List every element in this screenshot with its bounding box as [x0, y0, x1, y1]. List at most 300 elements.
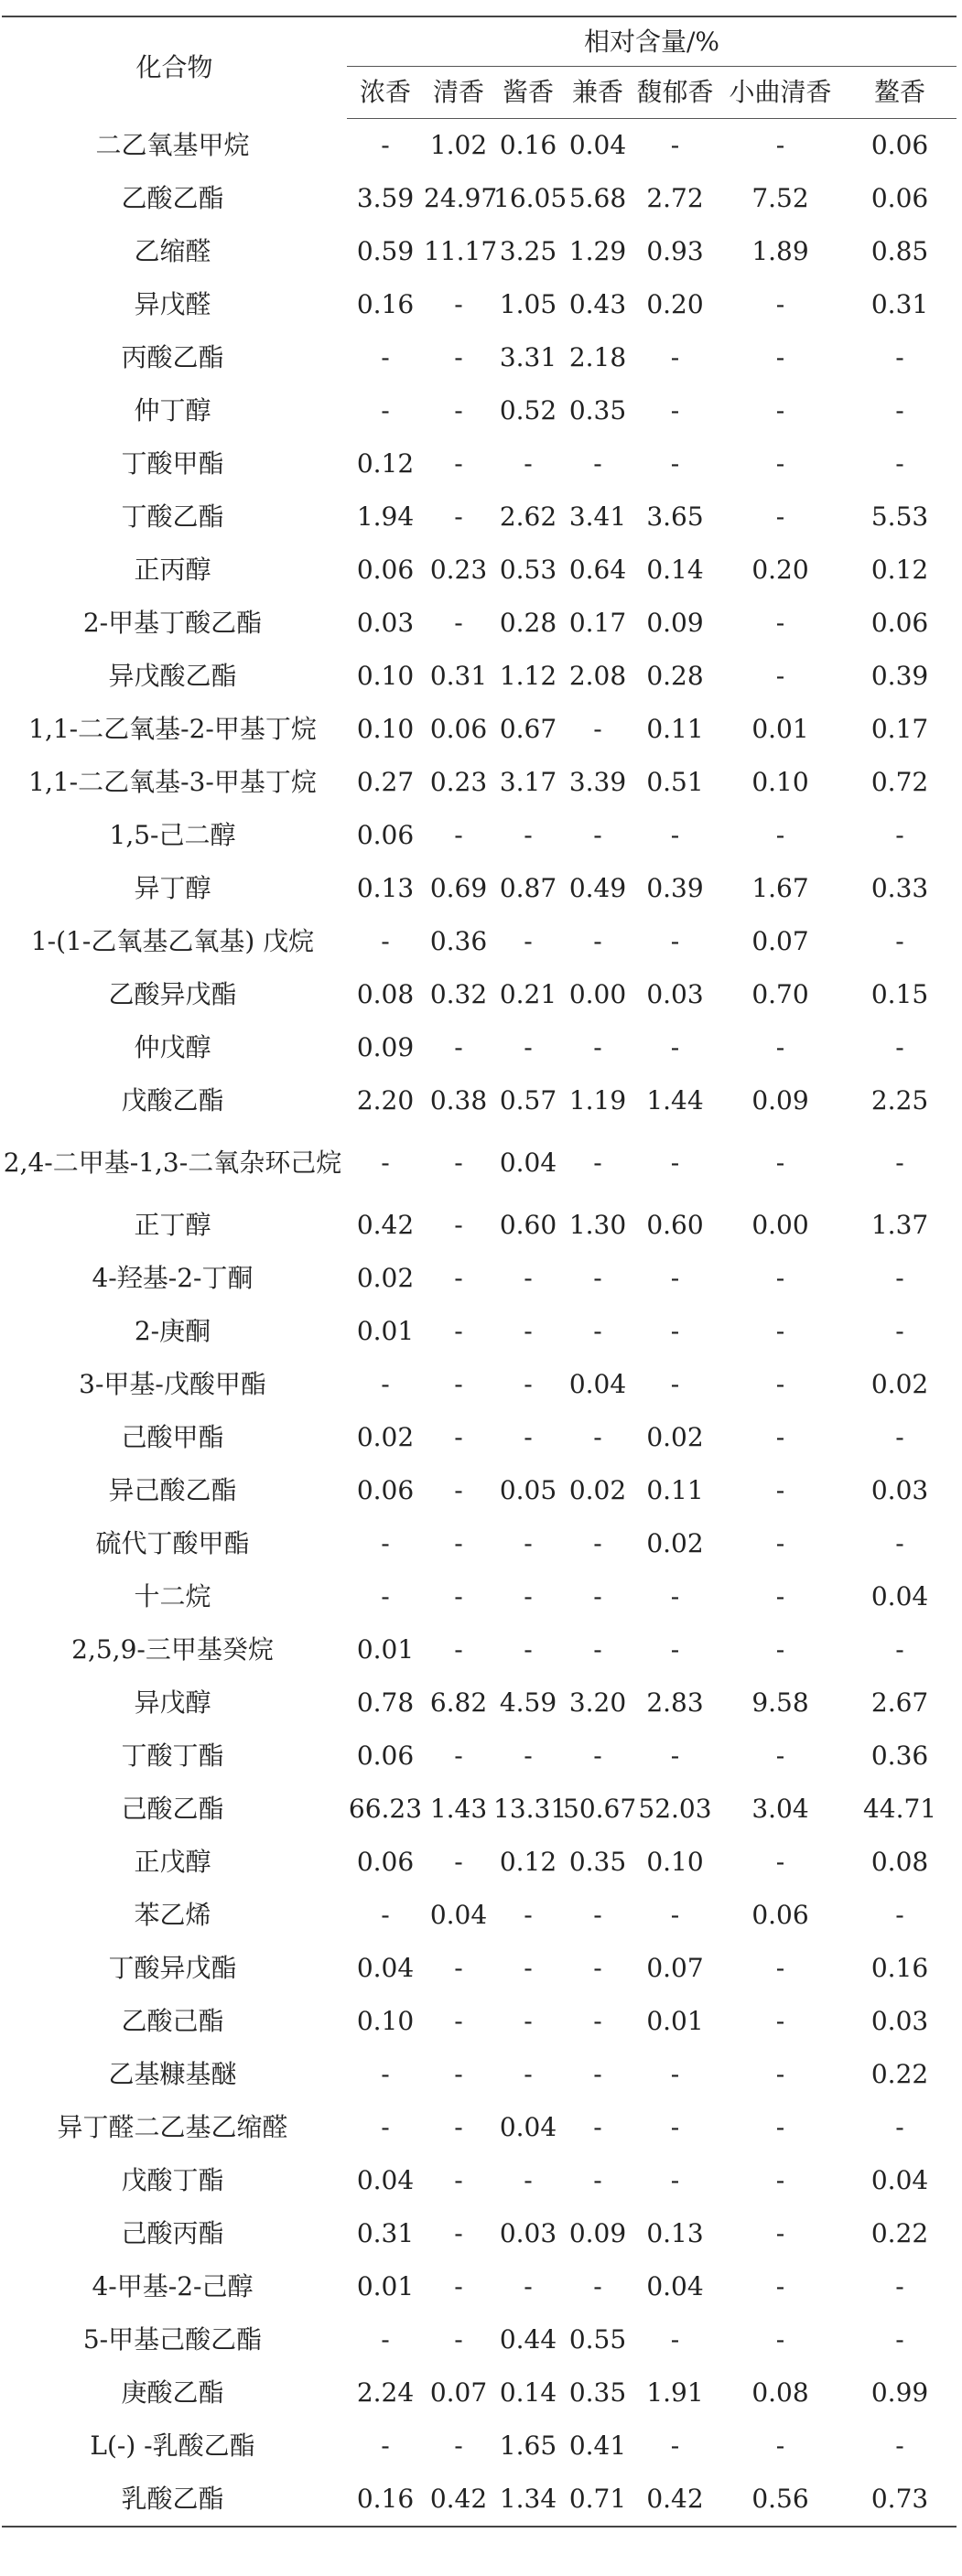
value-cell: - [670, 2165, 680, 2195]
value-cell: - [454, 820, 463, 850]
compound-name-cell: 2-庚酮 [134, 1316, 211, 1346]
table-row [2, 384, 957, 437]
compound-name-cell: 异戊酸乙酯 [108, 661, 237, 691]
table-row [2, 1676, 957, 1730]
table-row [2, 1358, 957, 1411]
value-cell: 0.67 [499, 714, 557, 744]
value-cell: 0.03 [870, 2006, 929, 2036]
compound-name-cell: 异戊醛 [134, 289, 211, 319]
value-cell: 1.02 [429, 130, 488, 160]
value-cell: - [524, 2006, 533, 2036]
value-cell: - [775, 1741, 785, 1771]
table-row [2, 1252, 957, 1305]
value-cell: - [593, 1528, 602, 1558]
value-cell: 0.51 [646, 767, 704, 797]
compound-name-cell: 2-甲基丁酸乙酯 [82, 608, 263, 638]
value-cell: 0.49 [568, 873, 627, 903]
value-cell: - [454, 1741, 463, 1771]
value-cell: 5.68 [568, 183, 627, 213]
value-cell: 1.34 [493, 2473, 563, 2527]
value-cell: - [454, 2430, 463, 2461]
compound-name-cell: 2,5,9-三甲基癸烷 [71, 1634, 274, 1665]
value-cell: 0.06 [356, 820, 415, 850]
value-cell: - [381, 342, 390, 372]
value-cell: 5.53 [870, 501, 929, 532]
value-cell: - [454, 1634, 463, 1665]
table-header [2, 16, 957, 119]
column-header: 鳌香 [843, 67, 957, 119]
value-cell: - [593, 1581, 602, 1611]
value-cell: - [524, 1422, 533, 1452]
value-cell: - [454, 2324, 463, 2355]
compound-content-table [2, 16, 957, 2527]
value-cell: - [593, 1263, 602, 1293]
value-cell: 50.67 [563, 1794, 637, 1824]
value-cell: 0.43 [568, 289, 627, 319]
table-row [2, 1021, 957, 1074]
compound-name-cell: 5-甲基己酸乙酯 [82, 2324, 263, 2355]
value-cell: - [524, 2059, 533, 2089]
compound-name-cell: 正丁醇 [134, 1210, 211, 1240]
value-cell: - [895, 448, 904, 479]
value-cell: 0.39 [870, 661, 929, 691]
value-cell: - [670, 1900, 680, 1930]
value-cell: 0.32 [429, 979, 488, 1009]
value-cell: 1.44 [646, 1085, 704, 1116]
value-cell: 0.04 [568, 130, 627, 160]
value-cell: - [775, 820, 785, 850]
value-cell: - [381, 2112, 390, 2142]
value-cell: 0.13 [356, 873, 415, 903]
value-cell: 0.78 [356, 1687, 415, 1718]
compound-name-cell: 乙缩醛 [134, 236, 211, 266]
compound-name-cell: 丁酸甲酯 [121, 448, 224, 479]
value-cell: - [593, 926, 602, 956]
value-cell: 0.12 [870, 555, 929, 585]
value-cell: - [593, 1953, 602, 1983]
table-row [2, 597, 957, 650]
value-cell: - [524, 1900, 533, 1930]
value-cell: - [524, 926, 533, 956]
value-cell: 0.60 [646, 1210, 704, 1240]
value-cell: 0.07 [751, 926, 809, 956]
value-cell: - [454, 1369, 463, 1399]
value-cell: - [524, 2165, 533, 2195]
value-cell: - [775, 1581, 785, 1611]
table-row [2, 490, 957, 544]
table-row [2, 278, 957, 331]
value-cell: 0.53 [499, 555, 557, 585]
value-cell: - [775, 1475, 785, 1505]
value-cell: 0.06 [356, 555, 415, 585]
table-row [2, 1889, 957, 1942]
value-cell: 0.72 [870, 767, 929, 797]
value-cell: - [670, 2324, 680, 2355]
compound-name-cell: 己酸丙酯 [121, 2218, 224, 2248]
value-cell: - [524, 448, 533, 479]
value-cell: 0.06 [870, 183, 929, 213]
value-cell: - [524, 1581, 533, 1611]
value-cell: 0.08 [356, 979, 415, 1009]
value-cell: - [454, 1422, 463, 1452]
value-cell: - [524, 1263, 533, 1293]
value-cell: - [775, 2324, 785, 2355]
table-row [2, 2420, 957, 2473]
value-cell: - [454, 395, 463, 426]
value-cell: - [775, 289, 785, 319]
column-header: 馥郁香 [632, 67, 718, 119]
value-cell: - [895, 1634, 904, 1665]
compound-name-cell: 十二烷 [134, 1581, 211, 1611]
value-cell: 0.10 [356, 2006, 415, 2036]
value-cell: 0.35 [568, 395, 627, 426]
value-cell: - [454, 1528, 463, 1558]
value-cell: - [454, 289, 463, 319]
value-cell: - [895, 2271, 904, 2301]
compound-name-cell: 乳酸乙酯 [2, 2473, 347, 2527]
value-cell: - [593, 1900, 602, 1930]
value-cell: 3.59 [356, 183, 415, 213]
value-cell: - [381, 1581, 390, 1611]
value-cell: 0.06 [429, 714, 488, 744]
value-cell: - [670, 2430, 680, 2461]
column-header: 酱香 [493, 67, 563, 119]
header-row-top [2, 16, 957, 67]
value-cell: 2.20 [356, 1085, 415, 1116]
table-row [2, 915, 957, 968]
value-cell: 1.12 [499, 661, 557, 691]
table-row [2, 968, 957, 1021]
value-cell: - [895, 395, 904, 426]
compound-name-cell: 1,1-二乙氧基-2-甲基丁烷 [28, 714, 317, 744]
compound-name-cell: 异丁醇 [134, 873, 211, 903]
value-cell: 0.42 [424, 2473, 493, 2527]
value-cell: 0.11 [646, 1475, 704, 1505]
value-cell: - [454, 1847, 463, 1877]
value-cell: - [593, 1422, 602, 1452]
value-cell: 0.08 [751, 2377, 809, 2408]
value-cell: - [381, 2059, 390, 2089]
value-cell: 0.10 [356, 661, 415, 691]
value-cell: - [593, 1148, 602, 1178]
value-cell: - [895, 1316, 904, 1346]
value-cell: - [670, 342, 680, 372]
compound-name-cell: 丁酸乙酯 [121, 501, 224, 532]
value-cell: 3.25 [499, 236, 557, 266]
value-cell: - [895, 2324, 904, 2355]
value-cell: 0.21 [499, 979, 557, 1009]
compound-name-cell: 丁酸丁酯 [121, 1741, 224, 1771]
value-cell: 0.16 [499, 130, 557, 160]
value-cell: - [524, 1634, 533, 1665]
value-cell: - [454, 2271, 463, 2301]
value-cell: - [775, 1528, 785, 1558]
value-cell: - [670, 2059, 680, 2089]
table-row [2, 1730, 957, 1783]
value-cell: - [593, 1634, 602, 1665]
table-row [2, 862, 957, 915]
value-cell: 0.59 [356, 236, 415, 266]
value-cell: 0.09 [646, 608, 704, 638]
value-cell: - [454, 608, 463, 638]
value-cell: 0.70 [751, 979, 809, 1009]
value-cell: 0.04 [646, 2271, 704, 2301]
value-cell: - [524, 1953, 533, 1983]
value-cell: 0.00 [568, 979, 627, 1009]
value-cell: 0.42 [356, 1210, 415, 1240]
table-row [2, 1517, 957, 1570]
value-cell: 0.27 [356, 767, 415, 797]
value-cell: - [593, 2006, 602, 2036]
value-cell: 13.31 [493, 1794, 567, 1824]
compound-name-cell: 二乙氧基甲烷 [95, 129, 250, 160]
value-cell: - [775, 1634, 785, 1665]
compound-name-cell: 异丁醛二乙基乙缩醛 [57, 2112, 288, 2142]
value-cell: 0.23 [429, 767, 488, 797]
value-cell: 0.22 [870, 2059, 929, 2089]
compound-name-cell: 己酸甲酯 [121, 1422, 224, 1452]
value-cell: 0.35 [568, 2377, 627, 2408]
value-cell: 0.44 [499, 2324, 557, 2355]
value-cell: 0.06 [356, 1847, 415, 1877]
value-cell: 0.10 [356, 714, 415, 744]
value-cell: 0.41 [568, 2430, 627, 2461]
compound-name-cell: 庚酸乙酯 [121, 2377, 224, 2408]
value-cell: 0.02 [646, 1528, 704, 1558]
value-cell: - [670, 130, 680, 160]
value-cell: 0.20 [646, 289, 704, 319]
table-row [2, 1074, 957, 1127]
compound-name-cell: L(-) -乳酸乙酯 [90, 2430, 255, 2461]
value-cell: - [895, 1422, 904, 1452]
value-cell: 0.01 [751, 714, 809, 744]
value-cell: 2.67 [870, 1687, 929, 1718]
value-cell: - [670, 1581, 680, 1611]
value-cell: 0.08 [870, 1847, 929, 1877]
value-cell: - [775, 1316, 785, 1346]
table-row [2, 2313, 957, 2366]
compound-name-cell: 乙酸乙酯 [121, 183, 224, 213]
value-cell: - [593, 714, 602, 744]
value-cell: 0.31 [429, 661, 488, 691]
compound-name-cell: 异戊醇 [134, 1687, 211, 1718]
value-cell: 1.29 [568, 236, 627, 266]
value-cell: - [775, 2006, 785, 2036]
value-cell: - [454, 2059, 463, 2089]
table-row [2, 119, 957, 173]
value-cell: - [775, 1847, 785, 1877]
table-row [2, 1995, 957, 2048]
value-cell: 0.03 [499, 2218, 557, 2248]
value-cell: 0.04 [499, 2112, 557, 2142]
compound-name-cell: 正丙醇 [134, 555, 211, 585]
value-cell: 0.42 [632, 2473, 718, 2527]
column-header: 浓香 [347, 67, 424, 119]
table-row [2, 331, 957, 384]
value-cell: - [454, 1148, 463, 1178]
value-cell: 0.00 [751, 1210, 809, 1240]
value-cell: 2.24 [356, 2377, 415, 2408]
value-cell: - [524, 1316, 533, 1346]
value-cell: 0.35 [568, 1847, 627, 1877]
value-cell: 0.06 [870, 608, 929, 638]
compound-name-cell: 3-甲基-戊酸甲酯 [79, 1369, 266, 1399]
value-cell: 0.12 [499, 1847, 557, 1877]
value-cell: - [381, 2324, 390, 2355]
table-row [2, 225, 957, 278]
value-cell: 2.83 [646, 1687, 704, 1718]
value-cell: - [593, 1032, 602, 1062]
value-cell: - [670, 1148, 680, 1178]
value-cell: - [895, 820, 904, 850]
value-cell: - [670, 448, 680, 479]
value-cell: 1.89 [751, 236, 809, 266]
table-row [2, 1783, 957, 1836]
value-cell: 16.05 [493, 183, 567, 213]
value-cell: 0.10 [751, 767, 809, 797]
value-cell: 1.65 [499, 2430, 557, 2461]
value-cell: 1.43 [429, 1794, 488, 1824]
value-cell: - [775, 608, 785, 638]
value-cell: - [381, 130, 390, 160]
value-cell: - [670, 1316, 680, 1346]
table-row [2, 1942, 957, 1995]
value-cell: - [593, 2059, 602, 2089]
value-cell: 0.69 [429, 873, 488, 903]
value-cell: 3.65 [646, 501, 704, 532]
column-header: 小曲清香 [718, 67, 843, 119]
table-row [2, 172, 957, 225]
compound-name-cell: 1,5-己二醇 [109, 820, 236, 850]
value-cell: - [775, 1953, 785, 1983]
value-cell: 0.22 [870, 2218, 929, 2248]
value-cell: 0.23 [429, 555, 488, 585]
value-cell: - [593, 1316, 602, 1346]
value-cell: 0.04 [499, 1148, 557, 1178]
compound-name-cell: 丁酸异戊酯 [108, 1953, 237, 1983]
table-row [2, 1570, 957, 1623]
value-cell: 0.03 [356, 608, 415, 638]
value-cell: 0.85 [870, 236, 929, 266]
value-cell: 0.01 [646, 2006, 704, 2036]
value-cell: 0.57 [499, 1085, 557, 1116]
value-cell: - [895, 1032, 904, 1062]
compound-name-cell: 仲戊醇 [134, 1032, 211, 1062]
value-cell: - [381, 1148, 390, 1178]
value-cell: - [454, 2006, 463, 2036]
value-cell: - [454, 1263, 463, 1293]
value-cell: 0.38 [429, 1085, 488, 1116]
compound-name-cell: 异己酸乙酯 [108, 1475, 237, 1505]
value-cell: - [593, 1741, 602, 1771]
value-cell: - [775, 2430, 785, 2461]
value-cell: - [593, 2112, 602, 2142]
table-row [2, 437, 957, 490]
table-row [2, 809, 957, 862]
value-cell: 0.06 [870, 130, 929, 160]
compound-name-cell: 乙基糠基醚 [108, 2059, 237, 2089]
value-cell: 1.05 [499, 289, 557, 319]
value-cell: 0.04 [356, 1953, 415, 1983]
value-cell: - [895, 342, 904, 372]
compound-name-cell: 仲丁醇 [134, 395, 211, 426]
column-header: 兼香 [563, 67, 632, 119]
value-cell: 0.02 [568, 1475, 627, 1505]
value-cell: - [775, 2165, 785, 2195]
value-cell: 0.04 [870, 1581, 929, 1611]
value-cell: 6.82 [429, 1687, 488, 1718]
value-cell: 44.71 [862, 1794, 937, 1824]
relative-content-header: 相对含量/% [347, 16, 957, 67]
value-cell: - [524, 1032, 533, 1062]
value-cell: - [670, 1263, 680, 1293]
value-cell: - [775, 2059, 785, 2089]
value-cell: 1.19 [568, 1085, 627, 1116]
value-cell: 0.09 [568, 2218, 627, 2248]
value-cell: 0.17 [568, 608, 627, 638]
value-cell: - [775, 1148, 785, 1178]
table-row [2, 2260, 957, 2313]
table-row [2, 703, 957, 756]
value-cell: - [454, 501, 463, 532]
value-cell: - [775, 130, 785, 160]
value-cell: - [670, 1032, 680, 1062]
table-row [2, 756, 957, 809]
value-cell: 0.16 [347, 2473, 424, 2527]
value-cell: - [381, 1369, 390, 1399]
value-cell: - [895, 2430, 904, 2461]
value-cell: 0.04 [870, 2165, 929, 2195]
value-cell: 0.31 [870, 289, 929, 319]
value-cell: - [670, 1634, 680, 1665]
value-cell: 0.71 [563, 2473, 632, 2527]
value-cell: - [454, 1953, 463, 1983]
value-cell: - [670, 1741, 680, 1771]
value-cell: 3.39 [568, 767, 627, 797]
table-row [2, 650, 957, 703]
value-cell: - [670, 926, 680, 956]
value-cell: 24.97 [424, 183, 498, 213]
compound-name-cell: 苯乙烯 [134, 1900, 211, 1930]
value-cell: 0.15 [870, 979, 929, 1009]
value-cell: 1.91 [646, 2377, 704, 2408]
value-cell: 0.20 [751, 555, 809, 585]
value-cell: 1.67 [751, 873, 809, 903]
value-cell: 0.16 [356, 289, 415, 319]
value-cell: 0.02 [870, 1369, 929, 1399]
compound-name-cell: 2,4-二甲基-1,3-二氧杂环己烷 [3, 1148, 342, 1178]
value-cell: 0.07 [429, 2377, 488, 2408]
value-cell: 0.17 [870, 714, 929, 744]
value-cell: 66.23 [348, 1794, 423, 1824]
value-cell: 3.31 [499, 342, 557, 372]
value-cell: - [454, 342, 463, 372]
value-cell: 0.04 [429, 1900, 488, 1930]
value-cell: 0.28 [499, 608, 557, 638]
table-row [2, 1464, 957, 1517]
value-cell: 0.04 [356, 2165, 415, 2195]
value-cell: 0.10 [646, 1847, 704, 1877]
value-cell: - [524, 1528, 533, 1558]
value-cell: 2.08 [568, 661, 627, 691]
value-cell: 0.64 [568, 555, 627, 585]
compound-name-cell: 戊酸丁酯 [121, 2165, 224, 2195]
value-cell: - [524, 820, 533, 850]
value-cell: 0.36 [429, 926, 488, 956]
value-cell: - [381, 1528, 390, 1558]
value-cell: 0.03 [646, 979, 704, 1009]
value-cell: - [454, 2112, 463, 2142]
